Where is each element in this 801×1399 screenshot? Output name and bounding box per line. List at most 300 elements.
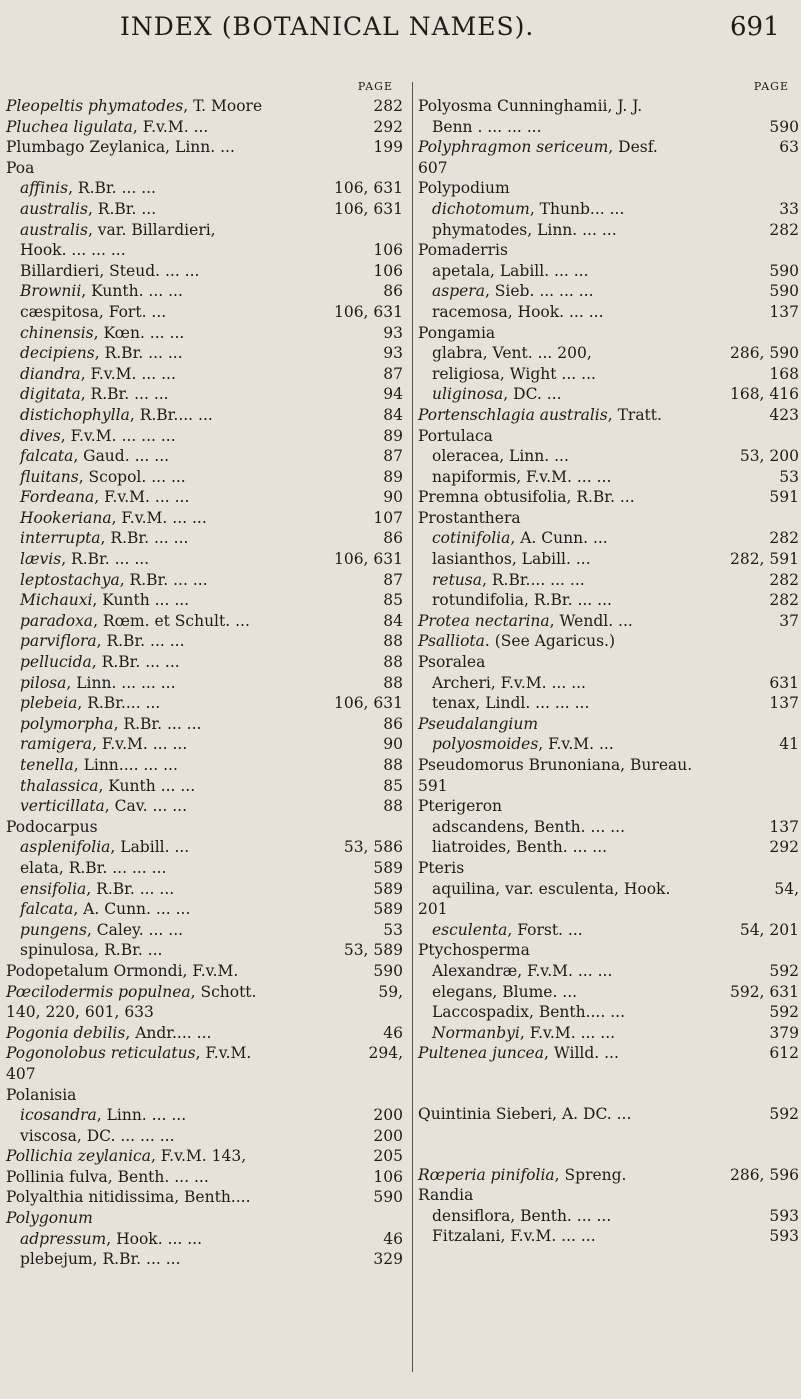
entry-text: adpressum, Hook. ... ... — [20, 1229, 203, 1248]
entry-text: Pultenea juncea, Willd. ... — [418, 1044, 619, 1063]
index-entry — [418, 673, 799, 694]
right-index-column — [418, 80, 799, 1247]
entry-text: Pterigeron — [418, 797, 503, 816]
page-reference: 106 — [373, 261, 403, 280]
index-entry — [6, 734, 403, 755]
page-reference: 88 — [383, 797, 403, 816]
index-entry — [6, 920, 403, 941]
page-reference: 631 — [769, 673, 799, 692]
index-entry — [6, 1187, 403, 1208]
page-reference: 200 — [373, 1106, 403, 1125]
entry-text: plebeia, R.Br.... ... — [20, 694, 161, 713]
index-entry — [418, 487, 799, 508]
index-entry — [6, 508, 403, 529]
page-reference: 106, 631 — [333, 302, 403, 321]
index-entry — [418, 1165, 799, 1186]
entry-text: leptostachya, R.Br. ... ... — [20, 570, 208, 589]
entry-text: Fordeana, F.v.M. ... ... — [20, 488, 190, 507]
page-reference: 87 — [383, 570, 403, 589]
page-reference: 592 — [769, 961, 799, 980]
page-reference: 88 — [383, 756, 403, 774]
index-entry — [6, 96, 403, 117]
page-reference: 63 — [779, 138, 799, 157]
entry-text: Prostanthera — [418, 508, 521, 527]
index-entry — [6, 1023, 403, 1044]
page-reference: 90 — [383, 488, 403, 507]
page-reference: 168, 416 — [729, 385, 799, 404]
index-entry — [418, 384, 799, 405]
entry-text: spinulosa, R.Br. ... — [20, 941, 163, 960]
page-reference: 137 — [769, 302, 799, 321]
index-entry — [418, 1104, 799, 1125]
index-entry — [6, 384, 403, 405]
index-entry — [418, 879, 799, 900]
entry-text: lævis, R.Br. ... ... — [20, 550, 150, 569]
index-entry — [6, 261, 403, 282]
entry-text: australis, R.Br. ... — [20, 199, 157, 218]
index-entry — [418, 1023, 799, 1044]
entry-text: 140, 220, 601, 633 — [6, 1003, 154, 1022]
index-entry — [6, 240, 403, 261]
index-entry — [418, 1185, 799, 1206]
entry-text: Pogonolobus reticulatus, F.v.M. — [6, 1044, 252, 1063]
index-entry — [6, 405, 403, 426]
index-entry — [6, 446, 403, 467]
page-reference: 94 — [383, 385, 403, 404]
entry-text: aquilina, var. esculenta, Hook. — [432, 879, 671, 898]
entry-text: asplenifolia, Labill. ... — [20, 838, 190, 857]
page-reference: 106 — [373, 241, 403, 260]
index-entry — [418, 467, 799, 488]
entry-text: Pteris — [418, 858, 465, 877]
entry-text: Polypodium — [418, 179, 510, 198]
entry-text: digitata, R.Br. ... ... — [20, 385, 169, 404]
entry-text: Fitzalani, F.v.M. ... ... — [432, 1227, 596, 1246]
index-entry — [418, 261, 799, 282]
index-entry — [418, 570, 799, 591]
index-entry — [6, 117, 403, 138]
index-entry — [418, 1206, 799, 1227]
page-reference: 46 — [383, 1229, 403, 1248]
entry-text: chinensis, Kœn. ... ... — [20, 323, 185, 342]
page-reference: 89 — [383, 426, 403, 445]
entry-text: tenella, Linn.... ... ... — [20, 756, 178, 774]
page-reference: 593 — [769, 1227, 799, 1246]
entry-text: Quintinia Sieberi, A. DC. ... — [418, 1104, 632, 1123]
column-divider — [412, 82, 413, 1372]
page-column-label: PAGE — [753, 80, 789, 93]
page-reference: 379 — [769, 1023, 799, 1042]
page-reference: 53, 200 — [739, 447, 799, 466]
entry-text: Pomaderris — [418, 241, 508, 260]
index-entry — [6, 1126, 403, 1147]
index-entry — [418, 117, 799, 138]
index-entry — [6, 1105, 403, 1126]
entry-text: Billardieri, Steud. ... ... — [20, 261, 200, 280]
page-reference: 593 — [769, 1206, 799, 1225]
page-reference: 205 — [373, 1147, 403, 1166]
entry-text: rotundifolia, R.Br. ... ... — [432, 591, 612, 610]
entry-text: Psalliota. (See Agaricus.) — [418, 632, 615, 651]
entry-text: apetala, Labill. ... ... — [432, 261, 589, 280]
index-entry — [418, 693, 799, 714]
entry-text: polymorpha, R.Br. ... ... — [20, 714, 202, 733]
page-reference: 54, — [774, 879, 799, 898]
entry-text: falcata, Gaud. ... ... — [20, 447, 170, 466]
entry-text: Portulaca — [418, 426, 493, 445]
page-reference: 87 — [383, 364, 403, 383]
page-reference: 59, — [378, 982, 403, 1001]
index-entry — [418, 137, 799, 158]
index-entry — [418, 796, 799, 817]
index-entry — [418, 982, 799, 1003]
entry-text: diandra, F.v.M. ... ... — [20, 364, 176, 383]
index-entry — [418, 1002, 799, 1023]
entry-text: Pseudalangium — [418, 714, 539, 733]
entry-text: Michauxi, Kunth ... ... — [20, 591, 190, 610]
index-entry — [418, 528, 799, 549]
page-reference: 53, 589 — [343, 941, 403, 960]
index-entry — [6, 755, 403, 776]
index-entry-continuation — [418, 776, 799, 797]
page-reference: 423 — [769, 405, 799, 424]
page-reference: 612 — [769, 1044, 799, 1063]
index-entry-continuation — [6, 1002, 403, 1023]
entry-text: liatroides, Benth. ... ... — [432, 838, 608, 857]
entry-text: cæspitosa, Fort. ... — [20, 302, 167, 321]
entry-text: pellucida, R.Br. ... ... — [20, 653, 180, 672]
page-reference: 592 — [769, 1003, 799, 1022]
page-reference: 93 — [383, 344, 403, 363]
entry-text: Pluchea ligulata, F.v.M. ... — [6, 117, 209, 136]
index-entry — [6, 693, 403, 714]
index-entry — [418, 549, 799, 570]
page-reference: 168 — [769, 364, 799, 383]
entry-text: Poa — [6, 158, 35, 177]
index-entry — [418, 631, 799, 652]
page-reference: 53, 586 — [343, 838, 403, 857]
index-entry — [418, 281, 799, 302]
page-reference: 46 — [383, 1023, 403, 1042]
page-reference: 106, 631 — [333, 199, 403, 218]
index-entry-continuation — [6, 1064, 403, 1085]
page-reference: 282, 591 — [729, 550, 799, 569]
entry-text: thalassica, Kunth ... ... — [20, 776, 196, 795]
index-entry — [6, 281, 403, 302]
entry-text: cotinifolia, A. Cunn. ... — [432, 529, 608, 548]
page-reference: 282 — [769, 570, 799, 589]
page-number: 691 — [730, 12, 780, 42]
entry-text: pilosa, Linn. ... ... ... — [20, 673, 176, 692]
page-reference: 590 — [373, 1188, 403, 1207]
index-entry — [6, 178, 403, 199]
entry-text: Polyosma Cunninghamii, J. J. — [418, 97, 643, 115]
entry-text: Benn . ... ... ... — [432, 117, 542, 136]
page-header — [0, 12, 801, 52]
page-reference: 85 — [383, 591, 403, 610]
page-reference: 41 — [779, 735, 799, 754]
index-entry — [6, 1146, 403, 1167]
page-reference: 282 — [769, 220, 799, 239]
index-entry-continuation — [418, 158, 799, 179]
index-entry — [6, 1085, 403, 1106]
page-reference: 33 — [779, 199, 799, 218]
index-entry — [6, 1043, 403, 1064]
entry-text: esculenta, Forst. ... — [432, 920, 583, 939]
index-entry — [418, 178, 799, 199]
index-entry — [418, 755, 799, 776]
index-entry-continuation — [418, 899, 799, 920]
index-entry — [418, 920, 799, 941]
spacer — [418, 1064, 799, 1104]
page-reference: 88 — [383, 632, 403, 651]
entry-text: 591 — [418, 776, 448, 795]
entry-text: plebejum, R.Br. ... ... — [20, 1250, 181, 1269]
page-reference: 88 — [383, 653, 403, 672]
entry-text: Hookeriana, F.v.M. ... ... — [20, 508, 207, 527]
entry-text: dichotomum, Thunb... ... — [432, 199, 625, 218]
entry-text: Pollinia fulva, Benth. ... ... — [6, 1167, 209, 1186]
page-reference: 54, 201 — [739, 920, 799, 939]
entry-text: verticillata, Cav. ... ... — [20, 797, 188, 816]
entry-text: Pongamia — [418, 323, 496, 342]
entry-text: Podopetalum Ormondi, F.v.M. — [6, 961, 239, 980]
entry-text: tenax, Lindl. ... ... ... — [432, 694, 590, 713]
page-reference: 86 — [383, 282, 403, 301]
entry-text: napiformis, F.v.M. ... ... — [432, 467, 612, 486]
page-reference: 286, 590 — [729, 344, 799, 363]
index-entry — [6, 961, 403, 982]
index-entry — [418, 961, 799, 982]
index-entry — [6, 302, 403, 323]
index-entry — [418, 858, 799, 879]
page-reference: 199 — [373, 138, 403, 157]
index-entry — [6, 899, 403, 920]
entry-text: Ptychosperma — [418, 941, 530, 960]
index-entry — [418, 652, 799, 673]
entry-text: australis, var. Billardieri, — [20, 220, 216, 239]
index-entry — [6, 858, 403, 879]
index-entry — [6, 817, 403, 838]
entry-text: Portenschlagia australis, Tratt. — [418, 405, 662, 424]
entry-text: Podocarpus — [6, 817, 98, 836]
entry-text: oleracea, Linn. ... — [432, 447, 569, 466]
page-reference: 294, — [368, 1044, 403, 1063]
index-entry — [6, 837, 403, 858]
page-reference: 282 — [769, 591, 799, 610]
index-entry — [418, 1226, 799, 1247]
entry-text: paradoxa, Rœm. et Schult. ... — [20, 611, 250, 630]
entry-text: Premna obtusifolia, R.Br. ... — [418, 488, 635, 507]
entry-text: ensifolia, R.Br. ... ... — [20, 879, 175, 898]
page-reference: 137 — [769, 817, 799, 836]
running-title: INDEX (BOTANICAL NAMES). — [120, 12, 535, 41]
entry-text: viscosa, DC. ... ... ... — [20, 1126, 175, 1145]
page-column-label: PAGE — [357, 80, 393, 93]
index-entry — [6, 467, 403, 488]
index-entry — [418, 302, 799, 323]
page-reference: 592, 631 — [729, 982, 799, 1001]
spacer — [418, 1125, 799, 1165]
index-entry — [6, 487, 403, 508]
page-reference: 85 — [383, 776, 403, 795]
entry-text: interrupta, R.Br. ... ... — [20, 529, 189, 548]
entry-text: phymatodes, Linn. ... ... — [432, 220, 617, 239]
index-entry — [418, 405, 799, 426]
page-reference: 89 — [383, 467, 403, 486]
index-entry — [6, 549, 403, 570]
entry-text: Hook. ... ... ... — [20, 241, 126, 260]
index-entry — [418, 364, 799, 385]
index-entry — [6, 879, 403, 900]
entry-text: Polyphragmon sericeum, Desf. — [418, 138, 658, 157]
index-entry — [6, 796, 403, 817]
page-reference: 84 — [383, 611, 403, 630]
index-entry — [6, 343, 403, 364]
entry-text: racemosa, Hook. ... ... — [432, 302, 604, 321]
index-entry — [6, 1167, 403, 1188]
index-entry — [6, 1208, 403, 1229]
page-reference: 90 — [383, 735, 403, 754]
entry-text: pungens, Caley. ... ... — [20, 920, 184, 939]
index-entry — [418, 611, 799, 632]
entry-text: Polygonum — [6, 1209, 93, 1228]
page-reference: 589 — [373, 879, 403, 898]
index-entry — [6, 714, 403, 735]
page-reference: 282 — [373, 97, 403, 115]
entry-text: Pœcilodermis populnea, Schott. — [6, 982, 257, 1001]
index-entry — [418, 817, 799, 838]
page-reference: 591 — [769, 488, 799, 507]
entry-text: lasianthos, Labill. ... — [432, 550, 591, 569]
entry-text: parviflora, R.Br. ... ... — [20, 632, 185, 651]
entry-text: 201 — [418, 900, 448, 919]
index-entry — [6, 528, 403, 549]
index-entry — [418, 940, 799, 961]
entry-text: Pseudomorus Brunoniana, Bureau. — [418, 756, 693, 774]
page-reference: 106, 631 — [333, 179, 403, 198]
index-entry — [6, 364, 403, 385]
entry-text: elata, R.Br. ... ... ... — [20, 858, 167, 877]
entry-text: Protea nectarina, Wendl. ... — [418, 611, 633, 630]
entry-text: retusa, R.Br.... ... ... — [432, 570, 585, 589]
page-reference: 590 — [769, 261, 799, 280]
entry-text: Pollichia zeylanica, F.v.M. 143, — [6, 1147, 247, 1166]
entry-text: dives, F.v.M. ... ... ... — [20, 426, 176, 445]
index-entry — [6, 323, 403, 344]
page-reference: 53 — [779, 467, 799, 486]
page-reference: 590 — [373, 961, 403, 980]
index-entry — [6, 590, 403, 611]
index-entry — [6, 199, 403, 220]
left-index-column — [6, 80, 403, 1270]
page-reference: 107 — [373, 508, 403, 527]
page-reference: 200 — [373, 1126, 403, 1145]
index-entry — [6, 1229, 403, 1250]
entry-text: icosandra, Linn. ... ... — [20, 1106, 187, 1125]
entry-text: affinis, R.Br. ... ... — [20, 179, 156, 198]
entry-text: distichophylla, R.Br.... ... — [20, 405, 213, 424]
entry-text: Psoralea — [418, 653, 486, 672]
page-reference: 137 — [769, 694, 799, 713]
entry-text: religiosa, Wight ... ... — [432, 364, 596, 383]
entry-text: Laccospadix, Benth.... ... — [432, 1003, 625, 1022]
index-entry — [6, 631, 403, 652]
entry-text: ramigera, F.v.M. ... ... — [20, 735, 188, 754]
entry-text: Alexandræ, F.v.M. ... ... — [432, 961, 613, 980]
index-entry — [418, 240, 799, 261]
page-reference: 88 — [383, 673, 403, 692]
entry-text: Normanbyi, F.v.M. ... ... — [432, 1023, 616, 1042]
page-reference: 329 — [373, 1250, 403, 1269]
entry-text: uliginosa, DC. ... — [432, 385, 562, 404]
index-entry — [418, 199, 799, 220]
index-entry — [418, 96, 799, 117]
index-entry — [418, 220, 799, 241]
entry-text: adscandens, Benth. ... ... — [432, 817, 626, 836]
page-reference: 292 — [373, 117, 403, 136]
entry-text: densiflora, Benth. ... ... — [432, 1206, 612, 1225]
page-reference: 592 — [769, 1104, 799, 1123]
entry-text: Pogonia debilis, Andr.... ... — [6, 1023, 212, 1042]
index-entry — [6, 220, 403, 241]
index-entry — [418, 426, 799, 447]
page-reference: 286, 596 — [729, 1165, 799, 1184]
index-entry — [6, 137, 403, 158]
index-entry — [418, 714, 799, 735]
entry-text: Plumbago Zeylanica, Linn. ... — [6, 138, 235, 157]
entry-text: Randia — [418, 1186, 474, 1205]
page-reference: 53 — [383, 920, 403, 939]
entry-text: Polanisia — [6, 1085, 77, 1104]
page-reference: 86 — [383, 714, 403, 733]
index-entry — [6, 982, 403, 1003]
index-entry — [418, 343, 799, 364]
entry-text: fluitans, Scopol. ... ... — [20, 467, 186, 486]
page-reference: 106 — [373, 1167, 403, 1186]
index-entry — [418, 590, 799, 611]
entry-text: polyosmoides, F.v.M. ... — [432, 735, 614, 754]
entry-text: Rœperia pinifolia, Spreng. — [418, 1165, 627, 1184]
page-reference: 84 — [383, 405, 403, 424]
page-reference: 589 — [373, 900, 403, 919]
page-reference: 106, 631 — [333, 550, 403, 569]
page-reference: 292 — [769, 838, 799, 857]
index-entry — [418, 837, 799, 858]
index-entry — [6, 570, 403, 591]
index-entry — [6, 1249, 403, 1270]
entry-text: Polyalthia nitidissima, Benth.... — [6, 1188, 251, 1207]
index-entry — [418, 508, 799, 529]
entry-text: decipiens, R.Br. ... ... — [20, 344, 183, 363]
page-reference: 282 — [769, 529, 799, 548]
index-entry — [6, 611, 403, 632]
index-entry — [418, 1043, 799, 1064]
entry-text: Pleopeltis phymatodes, T. Moore — [6, 97, 263, 115]
page-reference: 87 — [383, 447, 403, 466]
entry-text: aspera, Sieb. ... ... ... — [432, 282, 594, 301]
page-reference: 589 — [373, 858, 403, 877]
entry-text: falcata, A. Cunn. ... ... — [20, 900, 191, 919]
index-entry — [6, 776, 403, 797]
entry-text: Brownii, Kunth. ... ... — [20, 282, 183, 301]
index-entry — [6, 673, 403, 694]
entry-text: 407 — [6, 1064, 36, 1083]
page-reference: 37 — [779, 611, 799, 630]
index-entry — [6, 158, 403, 179]
page-reference: 106, 631 — [333, 694, 403, 713]
index-entry — [6, 426, 403, 447]
